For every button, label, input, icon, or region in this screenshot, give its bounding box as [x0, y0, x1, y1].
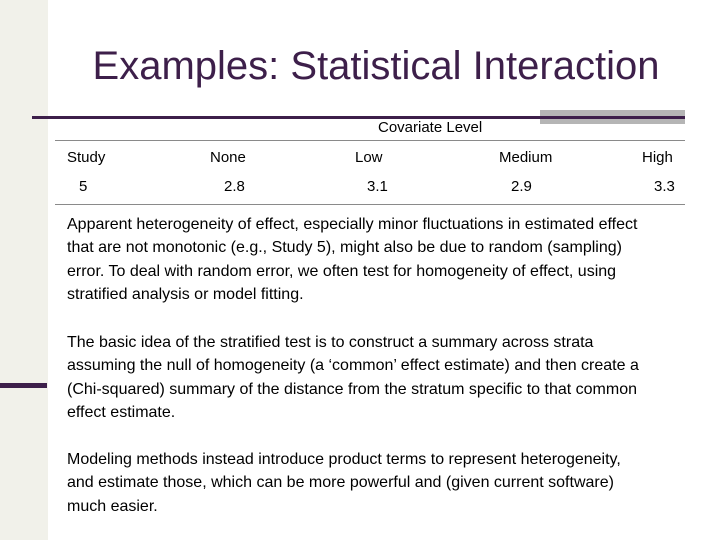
paragraph-line: much easier. — [67, 497, 158, 515]
header-study: Study — [67, 149, 106, 166]
paragraph-line: (Chi-squared) summary of the distance from the stratum specific to that common — [67, 380, 637, 398]
cell-medium: 2.9 — [511, 178, 532, 195]
paragraph-stratified-test — [67, 331, 717, 424]
header-low: Low — [355, 149, 383, 166]
table-header-line — [55, 140, 685, 141]
paragraph-line: stratified analysis or model fitting. — [67, 285, 304, 303]
left-accent-bar — [0, 383, 47, 388]
cell-study: 5 — [79, 178, 88, 195]
paragraph-line: that are not monotonic (e.g., Study 5), might also be due to random (sampling) — [67, 239, 622, 257]
paragraph-line: Apparent heterogeneity of effect, especially minor fluctuations in estimated effect — [67, 216, 638, 233]
paragraph-line: Modeling methods instead introduce product terms to represent heterogeneity, — [67, 451, 621, 468]
paragraph-line: assuming the null of homogeneity (a ‘common’ effect estimate) and then create a — [67, 357, 639, 375]
header-high: High — [642, 149, 673, 166]
paragraph-line: and estimate those, which can be more powerful and (given current software) — [67, 474, 614, 492]
cell-none: 2.8 — [224, 178, 245, 195]
title-rule-overlay — [540, 116, 685, 119]
header-medium: Medium — [499, 149, 553, 166]
paragraph-heterogeneity — [67, 213, 717, 306]
cell-low: 3.1 — [367, 178, 388, 195]
paragraph-line: error. To deal with random error, we often test for homogeneity of effect, using — [67, 262, 617, 280]
paragraph-line: The basic idea of the stratified test is to construct a summary across strata — [67, 334, 594, 351]
paragraph-modeling — [67, 448, 717, 518]
table-caption: Covariate Level — [378, 119, 483, 136]
cell-high: 3.3 — [654, 178, 675, 195]
table-bottom-line — [55, 204, 685, 205]
paragraph-line: effect estimate. — [67, 403, 176, 421]
header-none: None — [210, 149, 246, 166]
slide-title: Examples: Statistical Interaction — [92, 44, 660, 88]
